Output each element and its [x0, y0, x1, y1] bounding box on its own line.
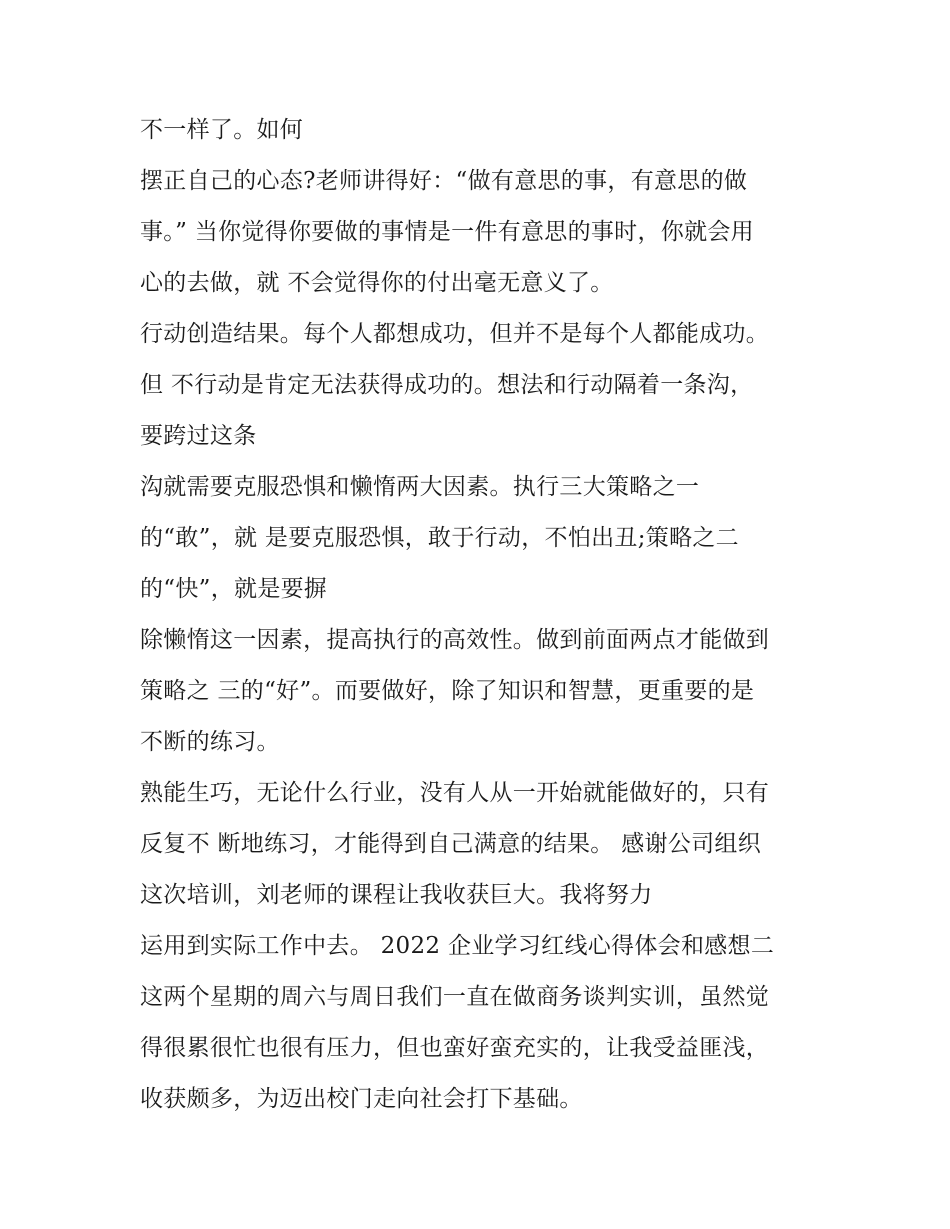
text-line: 运用到实际工作中去。 2022 企业学习红线心得体会和感想二	[140, 933, 775, 959]
text-line: 的“敢”，就 是要克服恐惧，敢于行动，不怕出丑;策略之二	[140, 525, 739, 551]
text-line: 熟能生巧，无论什么行业，没有人从一开始就能做好的，只有	[140, 780, 770, 806]
text-line: 反复不 断地练习，才能得到自己满意的结果。 感谢公司组织	[140, 831, 762, 857]
text-line: 要跨过这条	[140, 423, 257, 449]
text-line: 这次培训，刘老师的课程让我收获巨大。我将努力	[140, 882, 653, 908]
text-line: 但 不行动是肯定无法获得成功的。想法和行动隔着一条沟，	[140, 372, 754, 398]
text-line: 策略之 三的“好”。而要做好，除了知识和智慧，更重要的是	[140, 678, 755, 704]
text-line: 不断的练习。	[140, 729, 280, 755]
text-line: 收获颇多，为迈出校门走向社会打下基础。	[140, 1086, 583, 1112]
text-line: 得很累很忙也很有压力，但也蛮好蛮充实的，让我受益匪浅，	[140, 1035, 770, 1061]
document-body	[140, 105, 840, 1125]
text-line: 心的去做，就 不会觉得你的付出毫无意义了。	[140, 270, 614, 296]
text-line: 不一样了。如何	[140, 117, 304, 143]
text-line: 事。” 当你觉得你要做的事情是一件有意思的事时，你就会用	[140, 219, 754, 245]
text-line: 行动创造结果。每个人都想成功，但并不是每个人都能成功。	[140, 321, 770, 347]
text-line: 沟就需要克服恐惧和懒惰两大因素。执行三大策略之一	[140, 474, 700, 500]
text-line: 除懒惰这一因素，提高执行的高效性。做到前面两点才能做到	[140, 627, 770, 653]
text-line: 这两个星期的周六与周日我们一直在做商务谈判实训，虽然觉	[140, 984, 770, 1010]
text-line: 摆正自己的心态?老师讲得好：“做有意思的事，有意思的做	[140, 168, 748, 194]
text-line: 的“快”，就是要摒	[140, 576, 328, 602]
